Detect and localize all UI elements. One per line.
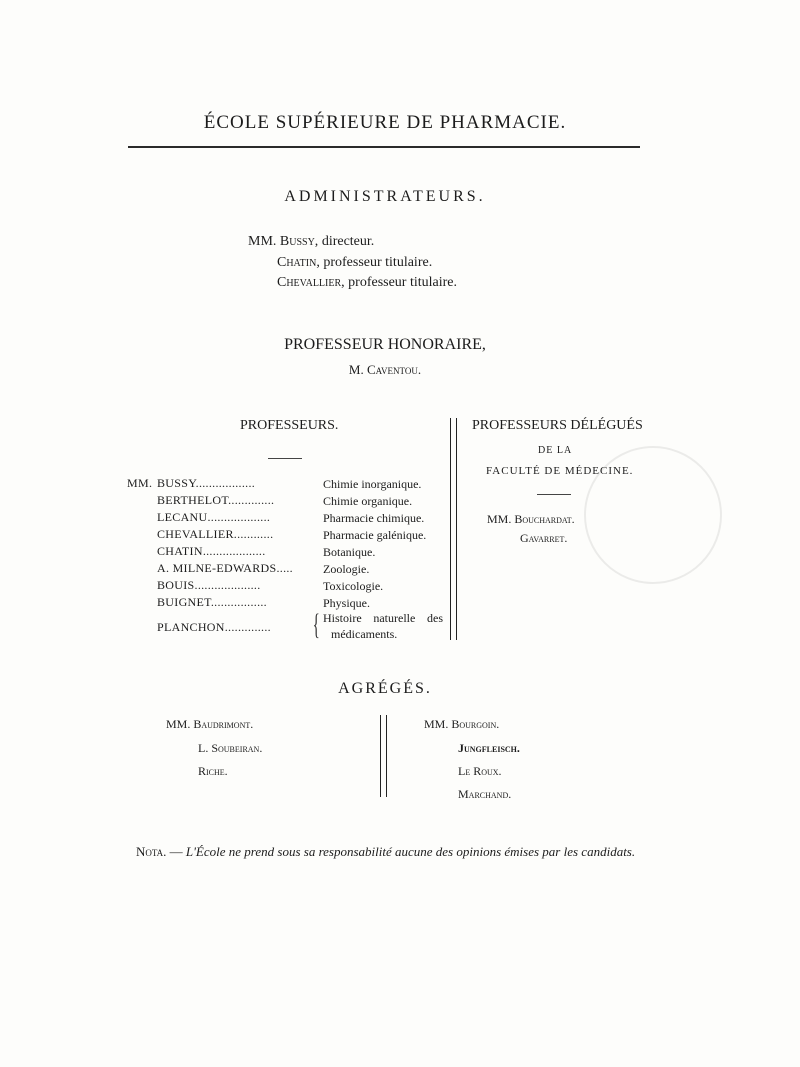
professor-subject: Pharmacie galénique. — [323, 528, 427, 542]
leader-dots: ................. — [210, 595, 267, 609]
nota-paragraph — [110, 843, 655, 861]
professor-subject: Physique. — [323, 596, 371, 610]
professor-name: PLANCHON — [157, 620, 225, 634]
professor-name: BERTHELOT — [157, 493, 229, 507]
delegues-heading: PROFESSEURS DÉLÉGUÉS — [472, 418, 643, 433]
admin-name: Bussy, — [279, 234, 319, 249]
admin-role: professeur titulaire. — [323, 255, 433, 270]
title-underline — [128, 146, 640, 148]
professor-subject: Histoire naturelle des — [323, 611, 443, 625]
delegue-name: Gavarret. — [520, 531, 568, 545]
professor-row — [157, 527, 273, 542]
leader-dots: .................. — [195, 476, 256, 490]
agreges-left-line-1 — [166, 717, 253, 732]
administrateurs-heading: ADMINISTRATEURS. — [284, 188, 486, 205]
agrege-name: L. Soubeiran. — [198, 741, 263, 755]
agreges-separator — [380, 715, 387, 797]
professor-name: CHEVALLIER — [157, 527, 234, 541]
professor-subject: Botanique. — [323, 545, 376, 559]
delegues-divider — [537, 494, 571, 495]
professor-row — [157, 544, 266, 559]
agrege-name: Jungfleisch. — [458, 741, 520, 755]
professor-name: LECANU — [157, 510, 208, 524]
professor-name: BUSSY — [157, 476, 196, 490]
leader-dots: ............ — [233, 527, 274, 541]
leader-dots: .............. — [228, 493, 275, 507]
professor-subject-continued: médicaments. — [331, 627, 398, 641]
professor-row — [157, 561, 293, 576]
professeur-honoraire-heading: PROFESSEUR HONORAIRE, — [284, 336, 486, 353]
admin-line-2 — [277, 255, 432, 271]
agrege-name: Bourgoin. — [451, 717, 500, 731]
professor-subject: Toxicologie. — [323, 579, 384, 593]
admin-role: professeur titulaire. — [348, 275, 458, 290]
admin-name: Chevallier, — [277, 275, 345, 290]
delegues-subheading-2: FACULTÉ DE MÉDECINE. — [486, 465, 634, 477]
delegues-prefix: MM. — [487, 512, 512, 526]
agreges-right-line-1 — [424, 717, 499, 732]
delegues-subheading-1: DE LA — [538, 445, 573, 456]
stamp-icon — [578, 440, 728, 590]
agreges-prefix: MM. — [424, 717, 449, 731]
professor-subject: Chimie organique. — [323, 494, 413, 508]
professor-name: BUIGNET — [157, 595, 211, 609]
admin-prefix: MM. — [248, 234, 277, 249]
admin-line-3 — [277, 275, 457, 291]
professor-row — [157, 620, 271, 635]
agrege-name: Baudrimont. — [193, 717, 254, 731]
professeurs-heading: PROFESSEURS. — [240, 418, 339, 433]
professor-name: A. MILNE-EDWARDS — [157, 561, 277, 575]
delegue-name: Bouchardat. — [514, 512, 575, 526]
professor-row — [157, 595, 267, 610]
leader-dots: ................... — [207, 510, 271, 524]
professor-row — [157, 510, 270, 525]
nota-text: L'École ne prend sous sa responsabilité aucune des opinions émises par les candidats. — [185, 844, 636, 859]
leader-dots: ..... — [276, 561, 293, 575]
professor-row — [157, 476, 255, 491]
agrege-name: Marchand. — [458, 787, 512, 801]
professor-subject: Chimie inorganique. — [323, 477, 422, 491]
leader-dots: ................... — [202, 544, 266, 558]
agreges-prefix: MM. — [166, 717, 191, 731]
agrege-name: Le Roux. — [458, 764, 502, 778]
nota-dash: — — [169, 844, 183, 859]
column-separator — [450, 418, 457, 640]
professor-name: BOUIS — [157, 578, 195, 592]
nota-label: Nota. — [136, 844, 167, 859]
admin-role: directeur. — [321, 234, 375, 249]
admin-line-1 — [248, 234, 374, 250]
delegues-line-1 — [487, 512, 575, 527]
professeur-honoraire-name: M. Caventou. — [348, 362, 422, 377]
professor-name: CHATIN — [157, 544, 203, 558]
leader-dots: .............. — [224, 620, 271, 634]
professeurs-divider — [268, 458, 302, 459]
page-title: ÉCOLE SUPÉRIEURE DE PHARMACIE. — [203, 112, 567, 133]
professor-row — [157, 578, 261, 593]
agreges-heading: AGRÉGÉS. — [338, 680, 432, 697]
professor-subject: Zoologie. — [323, 562, 370, 576]
professeurs-prefix: MM. — [127, 476, 153, 490]
admin-name: Chatin, — [277, 255, 320, 270]
professor-subject: Pharmacie chimique. — [323, 511, 425, 525]
curly-brace: { — [312, 608, 320, 641]
agrege-name: Riche. — [198, 764, 228, 778]
leader-dots: .................... — [194, 578, 261, 592]
professor-row — [157, 493, 274, 508]
